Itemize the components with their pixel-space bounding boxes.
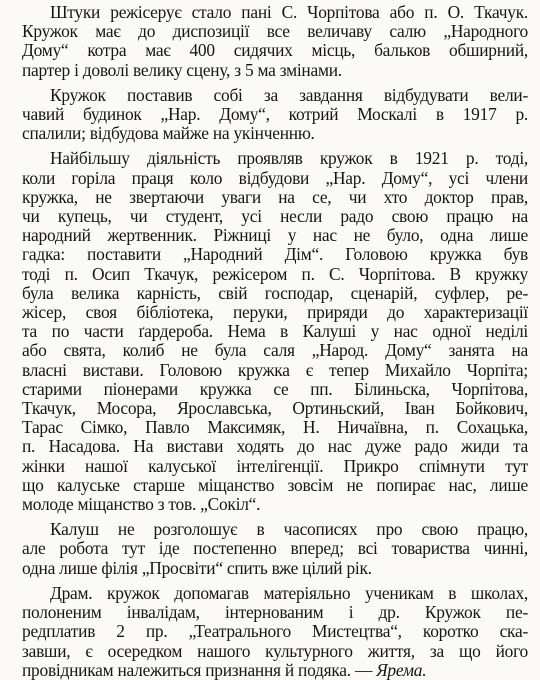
text-line: одна лише філія „Просвіти“ спить вже цілий рік. — [22, 557, 372, 578]
text-line: але робота тут іде постепенно вперед; всі товариства чинні, — [22, 538, 528, 559]
article-body — [22, 3, 528, 680]
text-line: власні вистави. Головою кружка є тепер Михайло Чорпіта; — [22, 359, 528, 380]
paragraph — [22, 3, 528, 80]
text-line: коли горіла праця коло відбудови „Нар. Дому“, усі члени — [22, 167, 528, 188]
text-line: Тарас Сімко, Павло Максимяк, Н. Ничаївна, п. Сохацька, — [22, 417, 528, 438]
paragraph — [22, 520, 528, 578]
text-line: жінки нашої калуської інтелігенції. Прикро спімнути тут — [22, 455, 528, 476]
text-line: або свята, колиб не була саля „Народ. Дому“ занята на — [22, 340, 528, 361]
text-line: Ткачук, Мосора, Ярославська, Ортиньский, Іван Бойкович, — [22, 398, 528, 419]
text-line: та по части ґардероба. Нема в Калуші у нас одної неділі — [22, 321, 528, 342]
text-line: чи купець, чи студент, усі несли радо свою працю на — [22, 206, 528, 227]
text-line: жісер, своя бібліотека, перуки, приряди до характеризації — [22, 302, 528, 323]
text-line: полоненим інвалідам, інтернованим і др. Кружок пе- — [22, 602, 528, 623]
text-line: завши, є осередком нашого культурного життя, за що його — [22, 640, 528, 661]
text-line: чавий будинок „Нар. Дому“, котрий Москалі в 1917 р. — [22, 104, 528, 125]
paragraph — [22, 584, 528, 680]
text-line: кружка, не звертаючи уваги на се, чи хто доктор прав, — [22, 186, 528, 207]
text-line: молоде міщанство з тов. „Сокіл“. — [22, 494, 261, 515]
text-line: тоді п. Осип Ткачук, режісером п. С. Чорпітова. В кружку — [22, 263, 528, 284]
text-line: п. Насадова. На вистави ходять до нас дуже радо жиди та — [22, 436, 528, 457]
text-line: що калуське старше міщанство зовсім не попирає нас, лише — [22, 474, 528, 495]
text-line: Дому“ котра має 400 сидячих місць, бальков обширний, — [22, 40, 528, 61]
text-line: старими піонерами кружка се пп. Білиньска, Чорпітова, — [22, 378, 528, 399]
text-line: Драм. кружок допомагав матеріяльно ученикам в школах, — [50, 582, 528, 603]
text-line: гадка: поставити „Народний Дім“. Головою кружка був — [22, 244, 528, 265]
text-line: партер і доволі велику сцену, з 5 ма змінами. — [22, 59, 342, 80]
paragraph — [22, 86, 528, 144]
paragraph — [22, 149, 528, 514]
text-line: Кружок має до диспозиції все величаву салю „Народного — [22, 21, 528, 42]
text-line: Калуш не розголошує в часописях про свою працю, — [50, 519, 528, 540]
author-signature: Ярема. — [376, 659, 427, 680]
text-line: народний жертвенник. Ріжниці у нас не було, одна лише — [22, 225, 528, 246]
closing-text: провідникам належиться признання й подяка. — — [22, 659, 373, 680]
text-line: спалили; відбудова майже на укінченню. — [22, 123, 315, 144]
text-line: була велика карність, свій господар, сценарій, суфлер, ре- — [22, 282, 528, 303]
text-line — [22, 661, 528, 680]
text-line: редплатив 2 пр. „Театрального Мистецтва“, коротко ска- — [22, 621, 528, 642]
text-line: Кружок поставив собі за завдання відбудувати вели- — [50, 84, 528, 105]
text-line: Штуки режісерує стало пані С. Чорпітова або п. О. Ткачук. — [50, 2, 528, 22]
text-line: Найбільшу діяльність проявляв кружок в 1921 р. тоді, — [50, 148, 528, 169]
